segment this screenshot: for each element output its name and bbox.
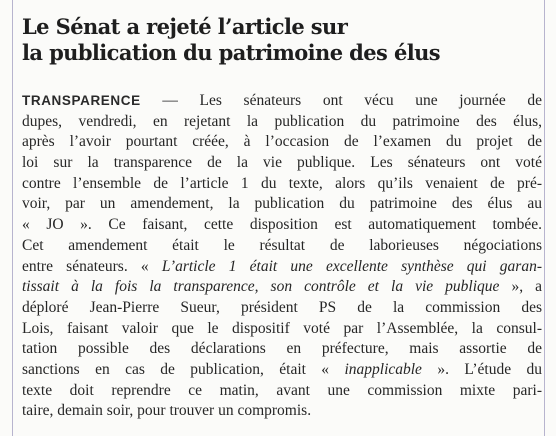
body-text: — Les sénateurs ont vécu une journée de [140, 92, 542, 109]
body-line-8: Cet amendement était le résultat de laborieuses négociations [22, 236, 542, 254]
headline-line-1: Le Sénat a rejeté l’article sur [22, 14, 348, 39]
body-text: sanctions en cas de publication, était « [22, 360, 345, 378]
quote-text: L’article 1 était une excellente synthèse qui garan- [161, 257, 542, 275]
article-body [22, 91, 542, 422]
headline-line-2: la publication du patrimoine des élus [22, 40, 440, 65]
body-line-2: dupes, vendredi, en rejetant la publication du patrimoine des élus, [22, 112, 542, 130]
body-line-4: loi sur la transparence de la vie publique. Les sénateurs ont voté [22, 154, 542, 172]
body-line-13: tation possible des déclarations en préfecture, mais assortie de [22, 340, 542, 358]
quote-text: inapplicable [344, 360, 422, 378]
article-headline [22, 14, 542, 66]
body-line-9 [22, 257, 542, 278]
right-column-rule [544, 0, 545, 436]
body-line-15: texte doit reprendre ce matin, avant une commission mixte pari- [22, 381, 542, 399]
body-line-11: déploré Jean-Pierre Sueur, président PS de la commission des [22, 298, 542, 316]
kicker: TRANSPARENCE [22, 93, 141, 108]
quote-text: tissait à la fois la transparence, son contrôle et la vie publique [22, 278, 500, 296]
body-line-16: taire, demain soir, pour trouver un compromis. [22, 402, 312, 420]
left-column-rule [12, 0, 13, 436]
body-line-10 [22, 277, 542, 298]
body-line-12: Lois, faisant valoir que le dispositif voté par l’Assemblée, la consul- [22, 319, 542, 337]
body-text: entre sénateurs. « [22, 257, 162, 275]
body-line-6: voir, par un amendement, la publication du patrimoine des élus au [22, 195, 542, 213]
body-line-5: contre l’ensemble de l’article 1 du texte, alors qu’ils venaient de pré- [22, 174, 542, 192]
body-line-14 [22, 360, 542, 381]
body-text: ». L’étude du [421, 360, 542, 378]
body-text: », a [499, 278, 542, 296]
body-line-7: « JO ». Ce faisant, cette disposition est automatiquement tombée. [22, 216, 542, 234]
body-line-1 [22, 91, 542, 112]
body-line-3: après l’avoir pourtant créée, à l’occasion de l’examen du projet de [22, 133, 542, 151]
